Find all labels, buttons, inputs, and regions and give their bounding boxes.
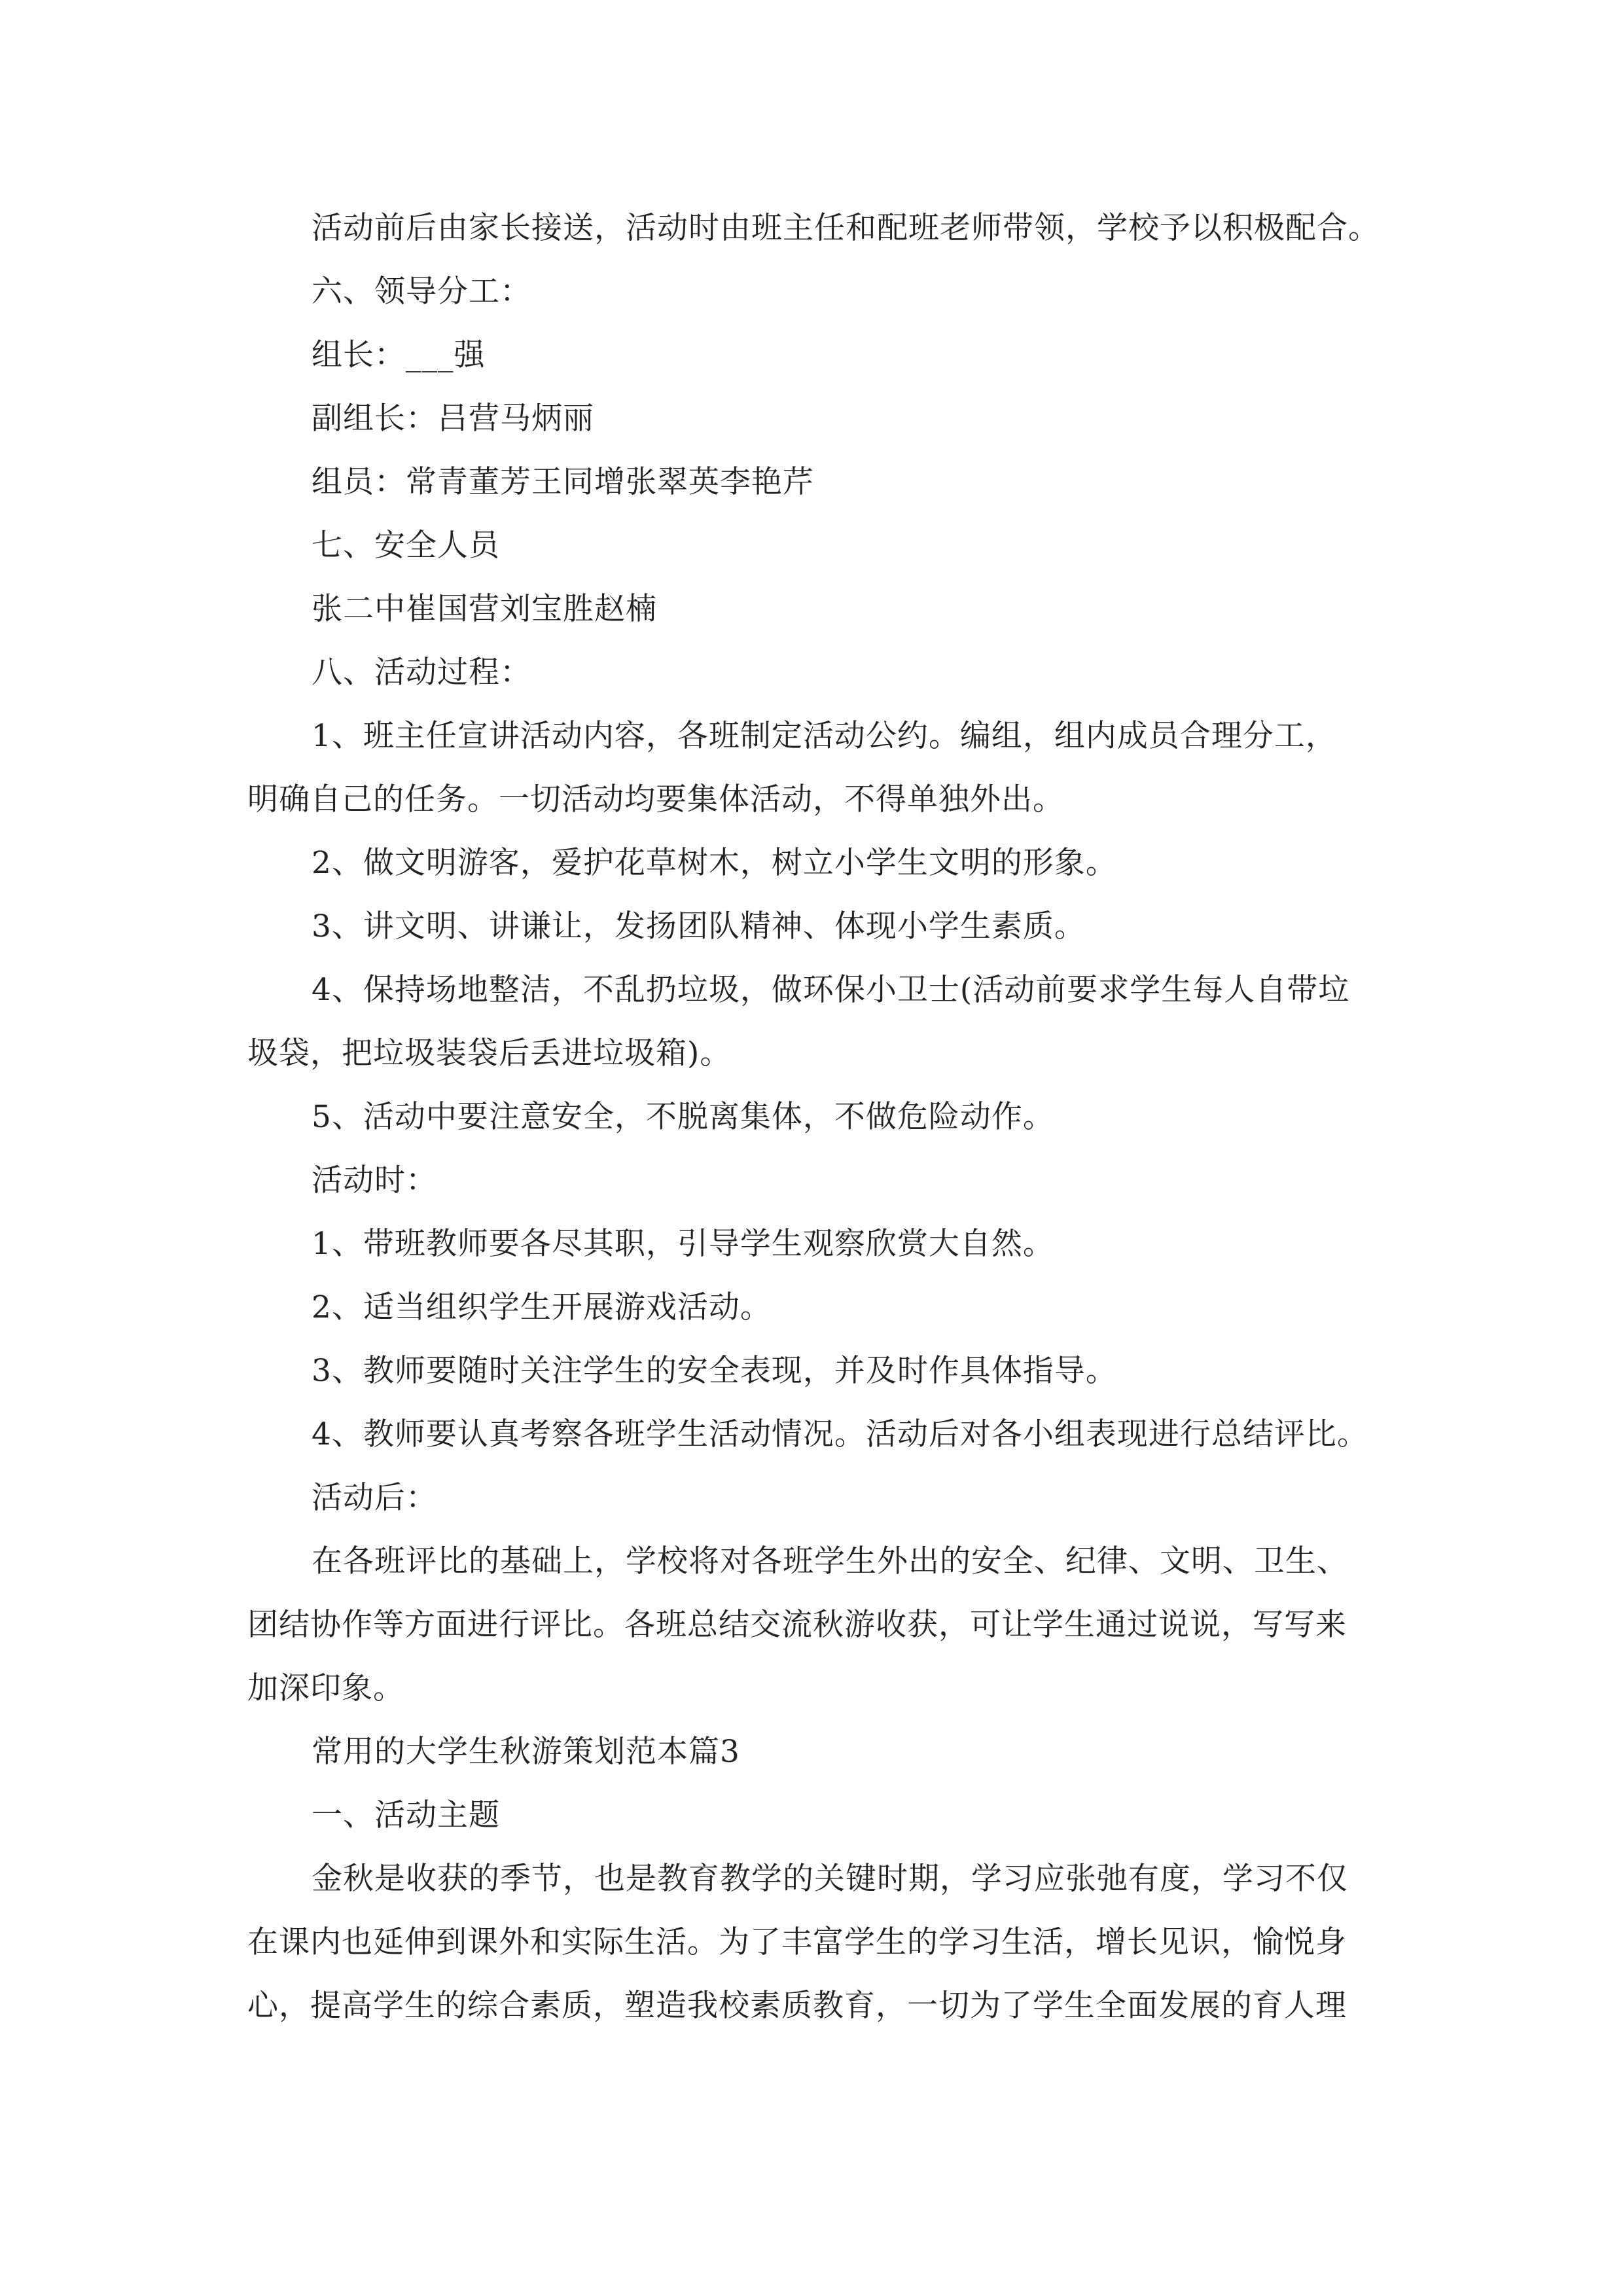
text-line: 加深印象。 [247, 1670, 404, 1706]
text-line: 1、带班教师要各尽其职，引导学生观察欣赏大自然。 [312, 1226, 1054, 1262]
text-line: 活动前后由家长接送，活动时由班主任和配班老师带领，学校予以积极配合。 [312, 210, 1380, 246]
text-line: 活动后： [312, 1480, 437, 1516]
text-line: 在课内也延伸到课外和实际生活。为了丰富学生的学习生活，增长见识，愉悦身 [247, 1924, 1347, 1960]
text-line: 2、做文明游客，爱护花草树木，树立小学生文明的形象。 [312, 845, 1117, 881]
text-line: 明确自己的任务。一切活动均要集体活动，不得单独外出。 [247, 781, 1064, 817]
text-line: 5、活动中要注意安全，不脱离集体，不做危险动作。 [312, 1099, 1054, 1135]
section-heading: 六、领导分工： [312, 274, 531, 310]
text-line: 金秋是收获的季节，也是教育教学的关键时期，学习应张弛有度，学习不仅 [312, 1861, 1348, 1897]
section-heading: 八、活动过程： [312, 655, 531, 691]
text-line: 在各班评比的基础上，学校将对各班学生外出的安全、纪律、文明、卫生、 [312, 1543, 1348, 1579]
text-line: 2、适当组织学生开展游戏活动。 [312, 1289, 772, 1325]
text-line: 3、教师要随时关注学生的安全表现，并及时作具体指导。 [312, 1353, 1117, 1389]
text-line: 活动时： [312, 1162, 437, 1198]
text-line: 3、讲文明、讲谦让，发扬团队精神、体现小学生素质。 [312, 908, 1086, 944]
text-line: 4、教师要认真考察各班学生活动情况。活动后对各小组表现进行总结评比。 [312, 1416, 1368, 1452]
document-body [247, 196, 1399, 2037]
article-title: 常用的大学生秋游策划范本篇3 [312, 1734, 740, 1770]
text-line: 团结协作等方面进行评比。各班总结交流秋游收获，可让学生通过说说，写写来 [247, 1607, 1347, 1643]
text-line: 心，提高学生的综合素质，塑造我校素质教育，一切为了学生全面发展的育人理 [247, 1988, 1347, 2024]
text-line: 圾袋，把垃圾装袋后丢进垃圾箱)。 [247, 1035, 732, 1071]
text-line: 4、保持场地整洁，不乱扔垃圾，做环保小卫士(活动前要求学生每人自带垃 [312, 972, 1350, 1008]
text-line: 副组长：吕营马炳丽 [312, 401, 594, 437]
text-line: 张二中崔国营刘宝胜赵楠 [312, 591, 657, 627]
section-heading: 一、活动主题 [312, 1797, 500, 1833]
text-line: 组长：___强 [312, 337, 486, 373]
text-line: 组员：常青董芳王同增张翠英李艳芹 [312, 464, 814, 500]
section-heading: 七、安全人员 [312, 528, 500, 564]
text-line: 1、班主任宣讲活动内容，各班制定活动公约。编组，组内成员合理分工， [312, 718, 1337, 754]
